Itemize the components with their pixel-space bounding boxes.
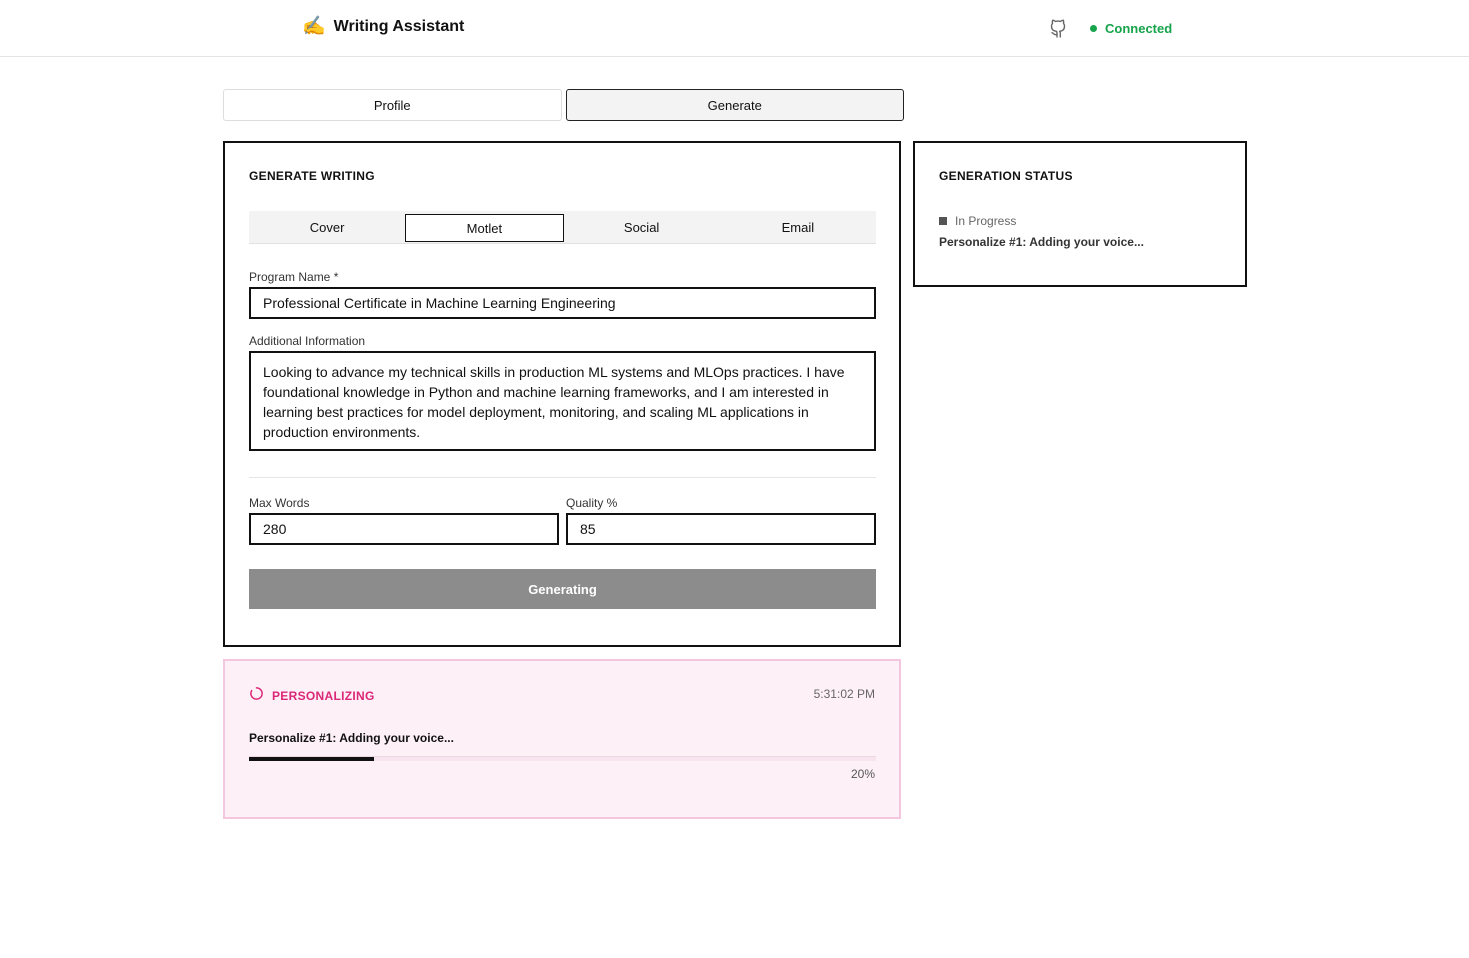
status-row xyxy=(939,214,1016,228)
type-tab-cover[interactable]: Cover xyxy=(309,219,345,235)
main-tabs xyxy=(223,89,904,121)
status-title: GENERATION STATUS xyxy=(939,169,1073,183)
additional-info-label: Additional Information xyxy=(249,334,366,348)
generation-status-card xyxy=(913,141,1247,287)
connection-status: Connected xyxy=(1105,20,1173,36)
personalizing-header xyxy=(249,686,375,706)
personalizing-title: PERSONALIZING xyxy=(272,689,375,703)
status-message: Personalize #1: Adding your voice... xyxy=(939,235,1144,249)
personalizing-message: Personalize #1: Adding your voice... xyxy=(249,731,454,745)
type-tab-email[interactable]: Email xyxy=(781,219,815,235)
program-name-input[interactable] xyxy=(249,287,876,319)
max-words-label: Max Words xyxy=(249,496,310,510)
type-tab-motlet[interactable]: Motlet xyxy=(405,214,563,242)
status-square-icon xyxy=(939,217,947,225)
app-title: Writing Assistant xyxy=(333,18,465,35)
brand xyxy=(302,16,464,38)
personalizing-timestamp: 5:31:02 PM xyxy=(813,687,875,701)
writing-hand-icon: ✍️ xyxy=(302,16,326,37)
card-title: GENERATE WRITING xyxy=(249,169,375,183)
github-icon[interactable] xyxy=(1050,17,1070,39)
program-name-label: Program Name * xyxy=(249,270,339,284)
generate-writing-card xyxy=(223,141,901,647)
writing-type-tabs xyxy=(249,211,876,244)
quality-label: Quality % xyxy=(566,496,618,510)
personalizing-card xyxy=(223,659,901,819)
app-header xyxy=(0,0,1469,57)
connection-status-dot xyxy=(1090,25,1097,32)
type-tab-social[interactable]: Social xyxy=(623,219,660,235)
quality-input[interactable] xyxy=(566,513,876,545)
tab-profile[interactable]: Profile xyxy=(223,89,562,121)
spinner-icon xyxy=(249,686,264,706)
generate-button[interactable]: Generating xyxy=(249,569,876,609)
tab-generate[interactable]: Generate xyxy=(566,89,905,121)
status-state: In Progress xyxy=(955,214,1017,228)
max-words-input[interactable] xyxy=(249,513,559,545)
progress-bar xyxy=(249,756,876,761)
additional-info-textarea[interactable]: Looking to advance my technical skills in production ML systems and MLOps practices. I have foundational knowledge in Python and machine learning frameworks, and I am interested in learning best practices for model deployment, monitoring, and scaling ML applications in production environments. xyxy=(249,351,876,451)
header-right xyxy=(1050,17,1172,39)
progress-fill xyxy=(249,757,374,761)
progress-percent: 20% xyxy=(850,767,875,781)
divider xyxy=(249,477,876,478)
